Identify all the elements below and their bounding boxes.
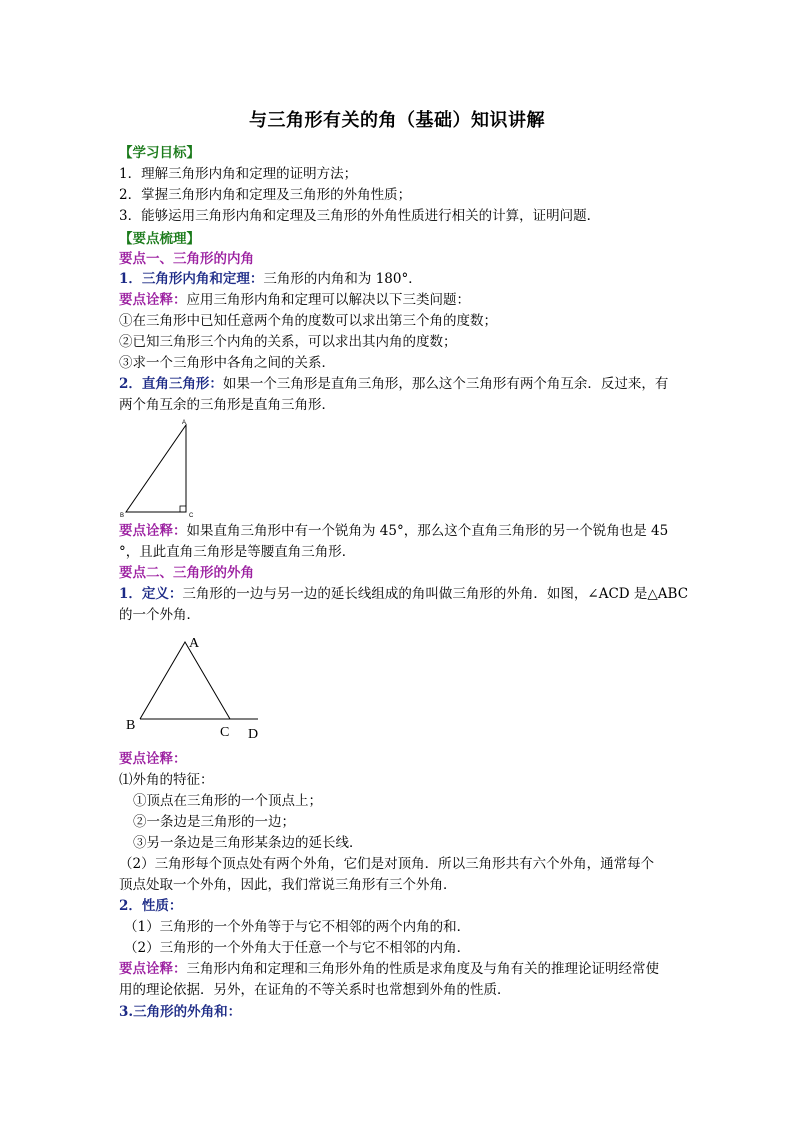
summary-heading: 【要点梳理】 [119,231,200,247]
point1-note2-text-1: 如果直角三角形中有一个锐角为 45°，那么这个直角三角形的另一个锐角也是 45 [186,523,669,539]
goal-item-2: 2．掌握三角形内角和定理及三角形的外角性质； [119,187,412,203]
point2-note3-text-1: 三角形内角和定理和三角形外角的性质是求角度及与角有关的推理论证明经常使 [186,961,659,977]
point1-item2 [119,374,668,394]
point1-case-3: ③求一个三角形中各角之间的关系． [119,355,335,371]
point1-note-label: 要点诠释： [119,292,187,308]
point1-item2-label: 2．直角三角形： [119,376,223,392]
point2-def-label: 1．定义： [119,586,183,602]
fig2-label-d: D [248,727,259,742]
point1-item1-label: 1．三角形内角和定理： [119,271,264,287]
fig2-label-b: B [126,718,136,733]
goal-item-3: 3．能够运用三角形内角和定理及三角形的外角性质进行相关的计算，证明问题． [119,208,601,224]
point2-feature-1: ①顶点在三角形的一个顶点上； [133,793,322,809]
triangle-sides [140,642,230,719]
point2-feature-3: ③另一条边是三角形某条边的延长线． [133,835,363,851]
point1-note2-label: 要点诠释： [119,523,187,539]
point1-note2 [119,521,668,541]
fig1-label-c: C [189,513,194,519]
point2-def-text-1: 三角形的一边与另一边的延长线组成的角叫做三角形的外角．如图，∠ACD 是△ABC [182,586,689,602]
point1-item1 [119,269,422,289]
point2-heading: 要点二、三角形的外角 [119,565,254,581]
point1-item1-text: 三角形的内角和为 180°． [263,271,422,287]
fig2-label-c: C [220,725,230,740]
fig2-label-a: A [189,636,200,651]
page-title: 与三角形有关的角（基础）知识讲解 [249,110,545,131]
point2-prop-label: 2．性质： [119,898,183,914]
fig1-label-b: B [120,513,125,519]
right-angle-marker [180,506,186,512]
point1-item2-text-1: 如果一个三角形是直角三角形，那么这个三角形有两个角互余．反过来，有 [222,376,669,392]
point1-case-2: ②已知三角形三个内角的关系，可以求出其内角的度数； [119,334,457,350]
point2-sum-label: 3.三角形的外角和： [119,1004,242,1020]
exterior-angle-figure [120,628,270,744]
point1-item2-line2: 两个角互余的三角形是直角三角形． [119,397,335,413]
point1-note2-line2: °，且此直角三角形是等腰直角三角形． [119,544,356,560]
point2-note3-line2: 用的理论依据．另外，在证角的不等关系时也常想到外角的性质． [119,982,511,998]
point2-feature-2: ②一条边是三角形的一边； [133,814,295,830]
fig1-label-a: A [182,420,187,426]
point2-note3-label: 要点诠释： [119,961,187,977]
goal-item-1: 1．理解三角形内角和定理的证明方法； [119,166,358,182]
point2-def [119,584,688,604]
point2-prop-1: （1）三角形的一个外角等于与它不相邻的两个内角的和． [124,919,471,935]
goals-heading: 【学习目标】 [119,145,200,161]
point1-note [119,290,470,310]
point2-feature-title: ⑴外角的特征： [119,772,214,788]
point2-note-label: 要点诠释： [119,751,187,767]
point2-prop-2: （2）三角形的一个外角大于任意一个与它不相邻的内角． [124,940,471,956]
point2-note3 [119,959,659,979]
point1-case-1: ①在三角形中已知任意两个角的度数可以求出第三个角的度数； [119,313,497,329]
point1-heading: 要点一、三角形的内角 [119,251,254,267]
right-triangle-shape [126,425,186,512]
point2-para2-line1: （2）三角形每个顶点处有两个外角，它们是对顶角．所以三角形共有六个外角，通常每个 [119,856,655,872]
point2-def-line2: 的一个外角． [119,607,200,623]
point2-para2-line2: 顶点处取一个外角，因此，我们常说三角形有三个外角． [119,877,457,893]
right-triangle-figure [115,417,195,519]
point1-note-text: 应用三角形内角和定理可以解决以下三类问题： [186,292,470,308]
